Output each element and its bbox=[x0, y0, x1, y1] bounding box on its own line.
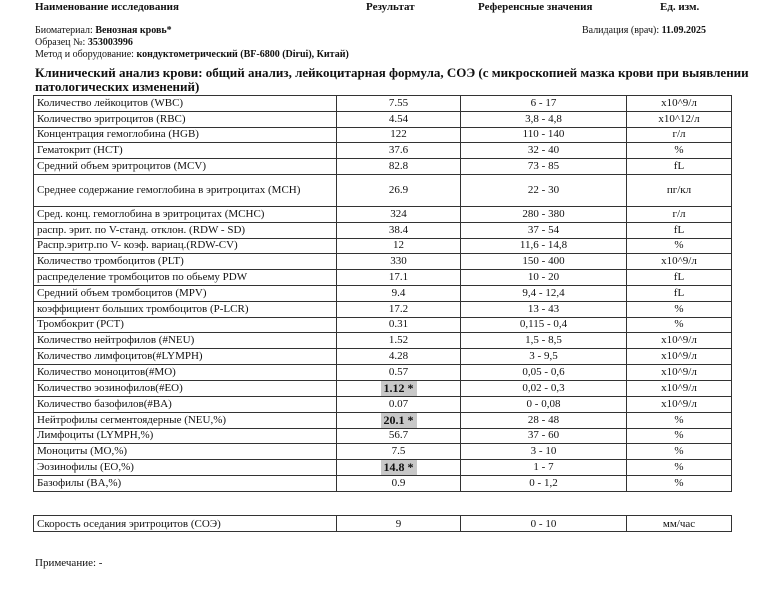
esr-reference: 0 - 10 bbox=[461, 516, 627, 532]
unit: х10^9/л bbox=[627, 349, 732, 365]
test-result: 17.1 bbox=[337, 270, 461, 286]
biomaterial-value: Венозная кровь* bbox=[95, 25, 172, 36]
test-result: 0.31 bbox=[337, 317, 461, 333]
test-name: Среднее содержание гемоглобина в эритроцитах (MCH) bbox=[34, 174, 337, 206]
test-name: распределение тромбоцитов по обьему PDW bbox=[34, 270, 337, 286]
test-result: 56.7 bbox=[337, 428, 461, 444]
esr-value: 9 bbox=[337, 516, 461, 532]
test-name: Количество лейкоцитов (WBC) bbox=[34, 96, 337, 112]
header-reference: Референсные значения bbox=[478, 1, 593, 13]
result-row bbox=[34, 476, 732, 492]
test-name: Концентрация гемоглобина (HGB) bbox=[34, 127, 337, 143]
validation-label: Валидация (врач): bbox=[582, 25, 660, 36]
result-row bbox=[34, 317, 732, 333]
reference-range: 280 - 380 bbox=[461, 206, 627, 222]
unit: % bbox=[627, 444, 732, 460]
unit: х10^9/л bbox=[627, 254, 732, 270]
esr-unit: мм/час bbox=[627, 516, 732, 532]
result-row bbox=[34, 111, 732, 127]
reference-range: 9,4 - 12,4 bbox=[461, 285, 627, 301]
reference-range: 28 - 48 bbox=[461, 412, 627, 428]
unit: fL bbox=[627, 159, 732, 175]
unit: % bbox=[627, 460, 732, 476]
reference-range: 1 - 7 bbox=[461, 460, 627, 476]
test-result: 12 bbox=[337, 238, 461, 254]
unit: г/л bbox=[627, 206, 732, 222]
test-result: 4.28 bbox=[337, 349, 461, 365]
results-table bbox=[33, 95, 732, 492]
reference-range: 3 - 9,5 bbox=[461, 349, 627, 365]
unit: fL bbox=[627, 222, 732, 238]
test-name: Количество лимфоцитов(#LYMPH) bbox=[34, 349, 337, 365]
test-name: Распр.эритр.по V- коэф. вариац.(RDW-CV) bbox=[34, 238, 337, 254]
result-row bbox=[34, 460, 732, 476]
validation-line bbox=[582, 25, 706, 36]
unit: х10^9/л bbox=[627, 96, 732, 112]
test-name: Тромбокрит (PCT) bbox=[34, 317, 337, 333]
unit: % bbox=[627, 428, 732, 444]
test-name: Средний объем тромбоцитов (MPV) bbox=[34, 285, 337, 301]
unit: fL bbox=[627, 270, 732, 286]
method-label: Метод и оборудование: bbox=[35, 49, 134, 60]
result-row bbox=[34, 364, 732, 380]
header-name: Наименование исследования bbox=[35, 1, 179, 13]
test-name: Лимфоциты (LYMPH,%) bbox=[34, 428, 337, 444]
test-name: Количество эозинофилов(#EO) bbox=[34, 380, 337, 396]
result-row bbox=[34, 143, 732, 159]
result-row bbox=[34, 349, 732, 365]
unit: % bbox=[627, 238, 732, 254]
validation-date: 11.09.2025 bbox=[661, 25, 707, 36]
reference-range: 0 - 1,2 bbox=[461, 476, 627, 492]
unit: х10^12/л bbox=[627, 111, 732, 127]
result-row bbox=[34, 159, 732, 175]
flagged-value: 20.1 * bbox=[381, 413, 417, 428]
result-row bbox=[34, 127, 732, 143]
result-row bbox=[34, 444, 732, 460]
test-result bbox=[337, 380, 461, 396]
test-name: Сред. конц. гемоглобина в эритроцитах (MCHC) bbox=[34, 206, 337, 222]
unit: х10^9/л bbox=[627, 380, 732, 396]
test-result: 0.9 bbox=[337, 476, 461, 492]
header-result: Результат bbox=[366, 1, 415, 13]
header-unit: Ед. изм. bbox=[660, 1, 700, 13]
result-row bbox=[34, 301, 732, 317]
test-name: Моноциты (MO,%) bbox=[34, 444, 337, 460]
test-result: 0.07 bbox=[337, 396, 461, 412]
sample-label: Образец №: bbox=[35, 37, 86, 48]
result-row bbox=[34, 380, 732, 396]
esr-row bbox=[34, 516, 732, 532]
result-row bbox=[34, 396, 732, 412]
unit: % bbox=[627, 301, 732, 317]
test-result: 7.5 bbox=[337, 444, 461, 460]
test-name: Базофилы (BA,%) bbox=[34, 476, 337, 492]
esr-name: Скорость оседания эритроцитов (СОЭ) bbox=[34, 516, 337, 532]
esr-table bbox=[33, 515, 732, 532]
note: Примечание: - bbox=[35, 557, 103, 569]
test-name: Количество эритроцитов (RBC) bbox=[34, 111, 337, 127]
reference-range: 11,6 - 14,8 bbox=[461, 238, 627, 254]
test-name: Количество базофилов(#BA) bbox=[34, 396, 337, 412]
test-result: 4.54 bbox=[337, 111, 461, 127]
unit: % bbox=[627, 476, 732, 492]
result-row bbox=[34, 254, 732, 270]
reference-range: 150 - 400 bbox=[461, 254, 627, 270]
test-name: Эозинофилы (EO,%) bbox=[34, 460, 337, 476]
unit: г/л bbox=[627, 127, 732, 143]
reference-range: 0 - 0,08 bbox=[461, 396, 627, 412]
unit: % bbox=[627, 412, 732, 428]
test-name: Количество нейтрофилов (#NEU) bbox=[34, 333, 337, 349]
unit: х10^9/л bbox=[627, 396, 732, 412]
test-result: 37.6 bbox=[337, 143, 461, 159]
reference-range: 0,02 - 0,3 bbox=[461, 380, 627, 396]
test-name: Количество тромбоцитов (PLT) bbox=[34, 254, 337, 270]
test-name: распр. эрит. по V-станд. отклон. (RDW - SD) bbox=[34, 222, 337, 238]
result-row bbox=[34, 412, 732, 428]
reference-range: 110 - 140 bbox=[461, 127, 627, 143]
test-name: Количество моноцитов(#MO) bbox=[34, 364, 337, 380]
unit: х10^9/л bbox=[627, 364, 732, 380]
test-result: 122 bbox=[337, 127, 461, 143]
unit: fL bbox=[627, 285, 732, 301]
test-result: 324 bbox=[337, 206, 461, 222]
result-row bbox=[34, 428, 732, 444]
column-header-row bbox=[0, 0, 767, 16]
sample-line bbox=[35, 37, 133, 48]
test-result: 7.55 bbox=[337, 96, 461, 112]
reference-range: 0,115 - 0,4 bbox=[461, 317, 627, 333]
test-name: Гематокрит (HCT) bbox=[34, 143, 337, 159]
analysis-title: Клинический анализ крови: общий анализ, лейкоцитарная формула, СОЭ (с микроскопией мазка крови при выявлении патологических изменений) bbox=[35, 65, 749, 94]
result-row bbox=[34, 238, 732, 254]
reference-range: 3,8 - 4,8 bbox=[461, 111, 627, 127]
test-result: 17.2 bbox=[337, 301, 461, 317]
test-result bbox=[337, 460, 461, 476]
reference-range: 37 - 60 bbox=[461, 428, 627, 444]
result-row bbox=[34, 270, 732, 286]
test-result: 330 bbox=[337, 254, 461, 270]
result-row bbox=[34, 333, 732, 349]
test-result bbox=[337, 412, 461, 428]
test-name: Средний объем эритроцитов (MCV) bbox=[34, 159, 337, 175]
reference-range: 32 - 40 bbox=[461, 143, 627, 159]
flagged-value: 14.8 * bbox=[381, 460, 417, 475]
test-result: 9.4 bbox=[337, 285, 461, 301]
unit: % bbox=[627, 143, 732, 159]
method-line bbox=[35, 49, 349, 60]
test-result: 1.52 bbox=[337, 333, 461, 349]
test-result: 0.57 bbox=[337, 364, 461, 380]
sample-number: 353003996 bbox=[87, 37, 133, 48]
reference-range: 22 - 30 bbox=[461, 174, 627, 206]
unit: пг/кл bbox=[627, 174, 732, 206]
test-result: 26.9 bbox=[337, 174, 461, 206]
reference-range: 3 - 10 bbox=[461, 444, 627, 460]
test-name: Нейтрофилы сегментоядерные (NEU,%) bbox=[34, 412, 337, 428]
biomaterial-line bbox=[35, 25, 172, 36]
result-row bbox=[34, 174, 732, 206]
result-row bbox=[34, 285, 732, 301]
reference-range: 10 - 20 bbox=[461, 270, 627, 286]
flagged-value: 1.12 * bbox=[381, 381, 417, 396]
unit: х10^9/л bbox=[627, 333, 732, 349]
reference-range: 1,5 - 8,5 bbox=[461, 333, 627, 349]
method-value: кондуктометрический (BF-6800 (Dirui), Китай) bbox=[136, 49, 349, 60]
result-row bbox=[34, 222, 732, 238]
test-name: коэффициент больших тромбоцитов (P-LCR) bbox=[34, 301, 337, 317]
reference-range: 73 - 85 bbox=[461, 159, 627, 175]
result-row bbox=[34, 206, 732, 222]
reference-range: 6 - 17 bbox=[461, 96, 627, 112]
result-row bbox=[34, 96, 732, 112]
test-result: 82.8 bbox=[337, 159, 461, 175]
reference-range: 0,05 - 0,6 bbox=[461, 364, 627, 380]
unit: % bbox=[627, 317, 732, 333]
biomaterial-label: Биоматериал: bbox=[35, 25, 93, 36]
reference-range: 13 - 43 bbox=[461, 301, 627, 317]
test-result: 38.4 bbox=[337, 222, 461, 238]
reference-range: 37 - 54 bbox=[461, 222, 627, 238]
